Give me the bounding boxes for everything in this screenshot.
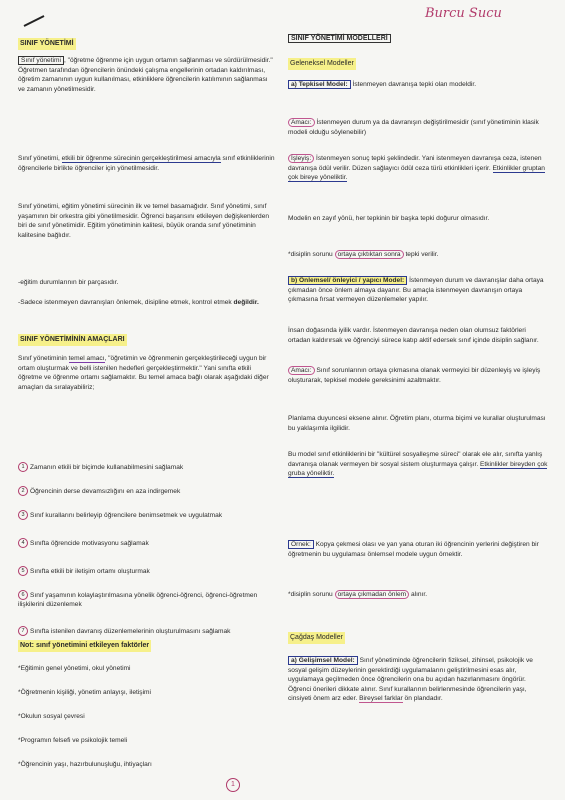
definition-paragraph-2: Sınıf yönetimi, etkili bir öğrenme sürecinin gerçekleştirilmesi amacıyla sınıf etkinliklerinin öğrencilerle birlikte öğrenciler için yönetilmesidir. — [18, 155, 275, 172]
note-egitim-durumlari: -eğitim durumlarının bir parçasıdır. — [18, 279, 119, 286]
planlama: Planlama duyuncesi eksene alınır. Öğretim planı, oturma biçimi ve kurallar oluşturulması bu yaklaşımla ilgilidir. — [288, 415, 546, 432]
right-heading-modeller: SINIF YÖNETİMİ MODELLERİ — [288, 34, 550, 44]
onlemsel-amac: Amacı: Sınıf sorunlarının ortaya çıkmasına olanak vermeyici bir düzenleyiş ve işleyiş oluşturarak, tepkisel modele gereksinimi azaltmaktır. — [288, 367, 541, 384]
goal-number: 5 — [18, 566, 28, 576]
goal-item — [18, 590, 276, 610]
goal-number: 4 — [18, 538, 28, 548]
goal-text: Zamanın etkili bir biçimde kullanabilmesini sağlamak — [30, 463, 184, 471]
goal-item — [18, 462, 276, 472]
ornek: Örnek: Kopya çekmesi olası ve yan yana oturan iki öğrencinin yerlerini değiştiren bir öğretmenin bu uygulaması önlemsel modele uygun örnektir. — [288, 541, 539, 558]
goal-text: Öğrencinin derse devamsızlığını en aza indirgemek — [30, 487, 181, 495]
goal-number: 3 — [18, 510, 28, 520]
gelisimsel-model: a) Gelişimsel Model: Sınıf yönetiminde öğrencilerin fiziksel, zihinsel, psikolojik ve sosyal gelişim düzeylerinin gerektirdiği uygulamalarını geliştirilmesini esas alır, uygulamaya geçilmeden önce öğrencilerin ona bu açıdan hazırlanmasını öngörür. Öğrenci önerileri dikkate alınır. Sınıf kurallarının belirlenmesinde öğrencilerin yaşı, cinsiyeti önem arz eder. Bireysel farklar ön plandadır. — [288, 657, 533, 703]
heading-cagdas: Çağdaş Modeller — [288, 632, 550, 644]
insan-dogasi: İnsan doğasında iyilik vardır. İstenmeyen davranışa neden olan olumsuz faktörleri ortadan kaldırırsak ve öğrenciyi sürece katıp aktif edersek sınıf içinde disiplin sağlanır. — [288, 327, 539, 344]
tepkisel-zayif-yon: Modelin en zayıf yönü, her tepkinin bir başka tepki doğurur olmasıdır. — [288, 215, 490, 222]
pen-mark-icon — [22, 14, 48, 28]
goal-text: Sınıf kurallarını belirleyip öğrencilere benimsetmek ve uygulatmak — [30, 511, 223, 519]
goal-item — [18, 486, 276, 496]
goal-number: 2 — [18, 486, 28, 496]
left-heading-sinif-yonetimi: SINIF YÖNETİMİ — [18, 38, 276, 50]
goal-text: Sınıf yaşamının kolaylaştırılmasına yönelik öğrenci-öğrenci, öğrenci-öğretmen ilişkilerini düzenlemek — [18, 591, 258, 609]
tepkisel-model: a) Tepkisel Model: İstenmeyen davranışa tepki olan modeldir. — [288, 80, 550, 90]
goal-number: 1 — [18, 462, 28, 472]
goal-item — [18, 566, 276, 576]
onlemsel-model: b) Önlemsel/ önleyici / yapıcı Model: İstenmeyen durum ve davranışlar daha ortaya çıkmadan önce önlem almaya dayanır. Bu amaçla istenmeyen davranışın ortaya çıkmasına fırsat vermeyen düzenlemeler yapılır. — [288, 277, 544, 304]
tepkisel-isleyis: İşleyiş: İstenmeyen sonuç tepki şeklindedir. Yani istenmeyen davranışa ceza, istenen davranışa ödül verilir. Düzen sağlayıcı ödül ceza türü etkinlikleri içerir. Etkinlikler gruptan çok bireye yöneliktir. — [288, 155, 545, 182]
goal-number: 6 — [18, 590, 28, 600]
goal-number: 7 — [18, 626, 28, 636]
heading-geleneksel: Geleneksel Modeller — [288, 58, 550, 70]
goal-item — [18, 626, 276, 636]
left-heading-amaclar: SINIF YÖNETİMİNİN AMAÇLARI — [18, 334, 276, 346]
kulturel-sosyallesme: Bu model sınıf etkinliklerini bir "kültürel sosyalleşme süreci" olarak ele alır, sınıfta yanlış davranışa olanak vermeyen bir sosyal sistem oluşturmaya çalışır. Etkinlikler bireyden çok gruba yöneliktir. — [288, 451, 548, 478]
left-heading-faktorler: Not: sınıf yönetimini etkileyen faktörler — [18, 640, 276, 652]
page-number: 1 — [226, 778, 240, 792]
note-sadece: -Sadece istenmeyen davranışları önlemek, disipline etmek, kontrol etmek değildir. — [18, 299, 259, 306]
disiplin-note-2: *disiplin sorunu ortaya çıkmadan önlem alınır. — [288, 591, 428, 598]
goal-item — [18, 510, 276, 520]
tepkisel-amac: Amacı: İstenmeyen durum ya da davranışın değiştirilmesidir (sınıf yönetiminin klasik modeli olduğu söylenebilir) — [288, 119, 539, 136]
disiplin-note-1: *disiplin sorunu ortaya çıktıktan sonra tepki verilir. — [288, 251, 439, 258]
goal-text: Sınıfta öğrencide motivasyonu sağlamak — [30, 539, 149, 547]
factor-item: *Eğitimin genel yönetimi, okul yönetimi — [18, 665, 131, 672]
factor-item: *Okulun sosyal çevresi — [18, 713, 85, 720]
amaclar-paragraph: Sınıf yönetiminin temel amacı, "öğretimin ve öğrenmenin gerçekleştirileceği uygun bir ortam oluşturmak ve belli istenilen hedefleri gerçekleştirmektir." Yani sınıfta etkili öğretme ve öğrenme ortamı sağlamaktır. Bu temel amaca bağlı olarak aşağıdaki diğer amaçları da sıralayabiliriz; — [18, 355, 269, 391]
goal-text: Sınıfta etkili bir iletişim ortamı oluşturmak — [30, 567, 150, 575]
factor-item: *Öğretmenin kişiliği, yönetim anlayışı, iletişimi — [18, 689, 152, 696]
definition-paragraph-1: Sınıf yönetimi , "öğretme öğrenme için uygun ortamın sağlanması ve sürdürülmesidir." Öğretmen tarafından öğrencilerin önündeki çalışma engellerinin ortadan kaldırılması, öğretim zamanının uygun kullanılması, etkinliklere öğrencilerin katılımının sağlanması ve zamanın yönetilmesidir. — [18, 57, 273, 93]
goal-text: Sınıfta istenilen davranış düzenlemelerinin oluşturulmasını sağlamak — [30, 627, 231, 635]
goal-item — [18, 538, 276, 548]
author-signature: Burcu Sucu — [425, 6, 502, 21]
factor-item: *Öğrencinin yaşı, hazırbulunuşluğu, ihtiyaçları — [18, 761, 152, 768]
definition-paragraph-3: Sınıf yönetimi, eğitim yönetimi sürecinin ilk ve temel basamağıdır. Sınıf yönetimi, sınıf yaşamının bir orkestra gibi yönetilmesidir. Öğrenci başarısını etkileyen değişkenlerden biri de sınıf yönetimidir. Eğitim yönetiminin kalitesi, büyük oranda sınıf yönetiminin kalitesine bağlıdır. — [18, 203, 270, 239]
factor-item: *Programın felsefi ve psikolojik temeli — [18, 737, 128, 744]
